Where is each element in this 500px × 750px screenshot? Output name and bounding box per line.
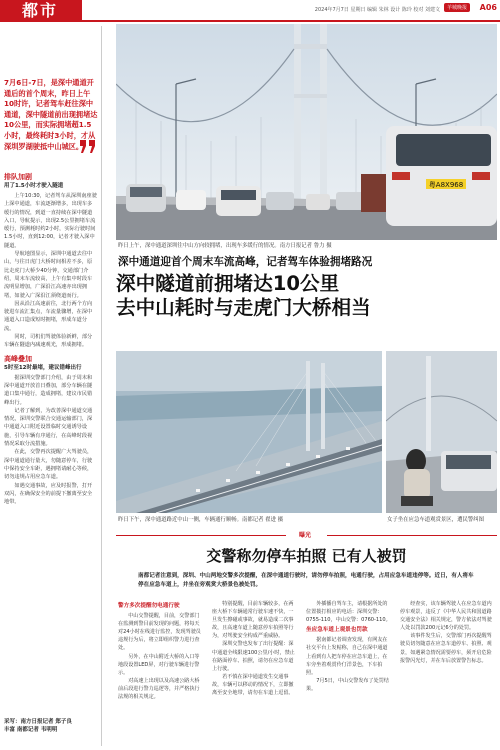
left-paragraph: 在此，交警再次提醒广大驾驶员，深中通道通行量大，勿随意停车，行驶中保持安全车距，遇拥堵请耐心等候，切勿违规占用应急车道。 xyxy=(4,449,93,481)
body-column-3 xyxy=(306,600,392,693)
body-paragraph: 中山交警提醒，目前，交警部门在监测到警目前发现的问题，将每天对24小时在线进行监控，发现驾驶员违规行为后，将立即组织警力进行查处。 xyxy=(118,613,201,652)
quote-mark-icon xyxy=(78,138,98,154)
license-plate: 粤A8X968 xyxy=(428,181,464,189)
body-paragraph: 若不慎在深中通道发生交通事故，车辆可以移动的情况下，立即撤离至安全地带，请勿在车道上逗留。 xyxy=(212,673,294,697)
page-header xyxy=(0,0,500,22)
left-heading-2: 高峰叠加 xyxy=(4,354,32,363)
headline-line-1: 深中隧道前拥堵达10公里 xyxy=(116,272,340,295)
body-heading: 警方多次提醒勿电通行驶 xyxy=(118,603,180,609)
body-paragraph: 对高速上出现以及高速公路大桥前后段进行警力巡逻等，并严格执行法规的相关规定。 xyxy=(118,677,200,701)
header-rule xyxy=(82,20,500,22)
left-paragraph: 因从沿江高速前往，北行两个方向驶进车流汇集点，车流量骤增，在深中通道入口造成短时拥堵，形成车道分流。 xyxy=(4,300,93,332)
body-paragraph: 经查实，该车辆驾驶人在应急车道内停车观景，违反了《中华人民共和国道路交通安全法》相关规定，警方依法对驾驶人处以罚款200元记6分的处罚。 xyxy=(400,601,492,632)
headline-subtitle: 深中通道迎首个周末车流高峰，记者驾车体验拥堵路况 xyxy=(118,256,373,268)
lead-paragraph: 7月6日-7日，是深中通道开通后的首个周末，昨日上午10时许，记者驾车赶往深中通道，深中隧道前出现拥堵达10公里，而实际拥堵超1.5小时，最终耗时3小时，才从深圳罗湖驶抵中山城区。 xyxy=(4,78,98,151)
left-column xyxy=(4,168,97,506)
photo3-caption: 女子坐在应急车道观赏景区，遭民警纠图 xyxy=(387,517,485,523)
headline-exposure: 交警称勿停车拍照 已有人被罚 xyxy=(206,547,407,565)
body-paragraph: 深圳交警也发布了出行提醒：深中通道全线限速100公里/小时，禁止在路面停车、拍照，请勿在应急车道上行驶。 xyxy=(212,641,295,672)
body-paragraph: 该事件发生后，交警部门再次提醒驾驶员切勿随意在应急车道停车、拍照、观景，如遇紧急情况需要停车，须开启危险报警闪光灯，并在车后放置警告标志。 xyxy=(400,633,492,664)
left-heading-1: 排队加剧 xyxy=(4,173,32,181)
headline-line-2: 去中山耗时与走虎门大桥相当 xyxy=(116,296,371,319)
newspaper-badge: 羊城晚报 xyxy=(444,3,470,12)
body-column-1 xyxy=(118,600,204,701)
section-title: 都市 xyxy=(0,0,82,22)
body-column-4 xyxy=(400,600,496,665)
divider-rule xyxy=(116,535,286,536)
woman-on-emergency-lane-photo xyxy=(386,351,497,513)
left-paragraph: 如遇交通事故，应及时报警，打开双闪，在确保安全的前提下撤离至安全地带。 xyxy=(4,482,93,506)
divider-rule xyxy=(327,535,497,536)
left-paragraph: 据深圳交警部门介绍，由于周末和深中通道开放首日叠加，部分车辆在隧道口集中通行，造成拥堵，建议市民错峰出行。 xyxy=(4,374,93,406)
left-paragraph: 同时，司机们驾驶体验新鲜，部分车辆在隧道内减速观光，形成拥堵。 xyxy=(4,334,93,349)
body-heading: 坐应急车道上观景也罚款 xyxy=(306,627,368,634)
body-column-2 xyxy=(212,600,298,697)
header-info: 2024年7月7日 星期日 编辑 朱林 设计 陈玲 校对 刘建文 xyxy=(314,7,440,13)
column-divider xyxy=(101,26,102,746)
body-paragraph: 特别提醒，目前车辆较多，在两座大桥下车辆通常行驶车速不快，一旦发生擦碰或事故，就易造成二次事故，且高速车道上随意停车拍照等行为，对驾驶安全构成严重威胁。 xyxy=(212,601,294,640)
body-paragraph: 据南都记者调查发现，有网友在社交平台上发帖称，自己在深中通道上看到有人把车停在应急车道上，在车旁坐着观赏伶仃洋景色，下车拍照。 xyxy=(306,637,388,676)
body-paragraph: 7月5日，中山交警发布了处罚结果。 xyxy=(306,677,389,692)
left-paragraph: 导航地图显示，深圳中通道去往中山，与往日虎门大桥时间相差不多，原比走虎门大桥少40分钟，交通部门介绍，周末车流较高，上午有集中时段车流明显增加，广深沿江高速亦出现拥堵，如驶入广深沿江须绕道而行。 xyxy=(4,251,93,299)
left-paragraph: 上午10:30，记者驾车从深圳南座驶上深中通道，车流逐渐增多，出现车多缓行的情况，到道一直持续在深中隧道入口，导航提示，出现2.5公里拥堵车流缓行，预测耗时约2小时，实际行驶时间1.5小时，直到12:00，记者才驶入深中隧道。 xyxy=(4,193,97,249)
photo1-caption: 昨日上午，深中通道深圳往中山方向较拥堵，出现车多缓行的情况。南方日报记者 鲁力 摄 xyxy=(118,243,332,249)
bridge-traffic-photo xyxy=(116,24,497,240)
byline: 采写：南方日报记者 郑子良 丰富 南都记者 韦明明 xyxy=(4,719,72,733)
left-subheading-1: 用了1.5小时才驶入隧道 xyxy=(4,183,64,189)
page-number: A06 xyxy=(479,3,497,12)
body-paragraph: 外插播自驾车主，请根据所处的位置拨打相应的电话：深圳交警：0755-110，中山交警：0760-110。 xyxy=(306,601,391,624)
divider-label: 曝光 xyxy=(298,532,311,539)
body-paragraph: 另外，在中山附近大桥的入口等地段设置LED屏，对行驶车辆进行警示。 xyxy=(118,653,200,676)
aerial-bridge-photo xyxy=(116,351,382,513)
section-divider xyxy=(116,531,497,539)
left-subheading-2: 5时至12时最堵，建议错峰出行 xyxy=(4,364,82,371)
article-intro: 南都记者注意到，深圳、中山两地交警多次提醒，在深中通道行驶时，请勿停车拍照，电通行驶，占用应急车道违停等。近日，有人将车停在应急车道上，并坐在旁观赏大桥景色被处罚。 xyxy=(138,573,474,588)
left-paragraph: 记者了解到，为改善深中通道交通情况，深圳交警联合交通运输部门，深中通道入口附近设置临时交通诱导设施，引导车辆有序通行，在高峰时段视情况采取分流措施。 xyxy=(4,407,93,448)
photo2-caption: 昨日下午，深中通道路近中山一侧，车辆通行顺畅。南都记者 翟进 摄 xyxy=(118,517,284,523)
